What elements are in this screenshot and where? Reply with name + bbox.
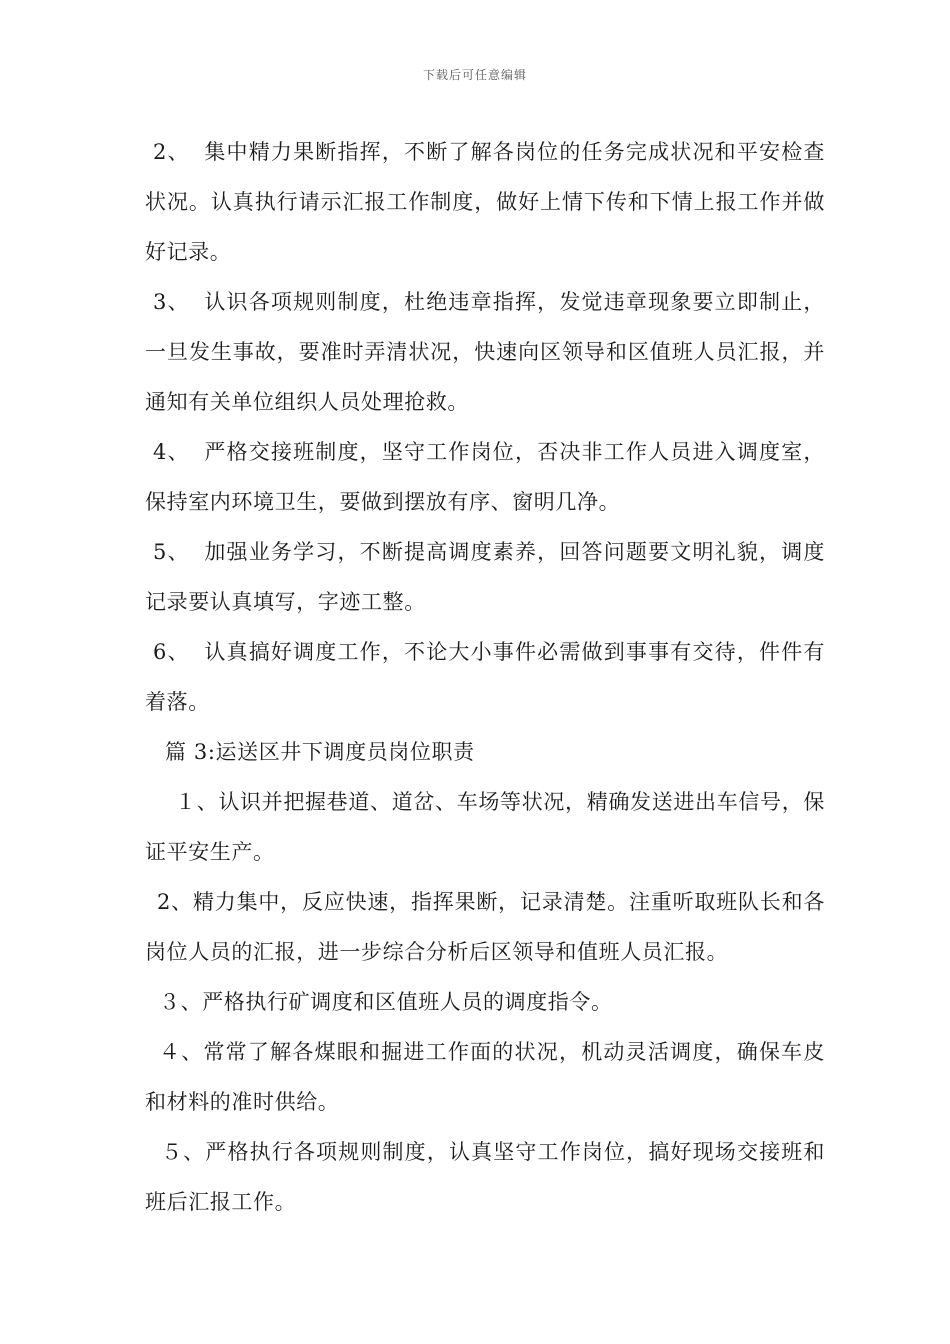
list-item: ５、严格执行各项规则制度，认真坚守工作岗位，搞好现场交接班和班后汇报工作。 [145, 1140, 825, 1214]
list-item: ３、严格执行矿调度和区值班人员的调度指令。 [159, 990, 613, 1014]
duty-text: 严格交接班制度，坚守工作岗位，否决非工作人员进入调度室，保持室内环境卫生，要做到摆放有序、窗明几净。 [145, 440, 825, 514]
page-header-note: 下载后可任意编辑 [422, 68, 527, 82]
duty-number: 6、 [153, 640, 190, 664]
duty-number: 2、 [153, 140, 190, 164]
duty-text: 认真搞好调度工作，不论大小事件必需做到事事有交待，件件有着落。 [145, 640, 825, 714]
duty-number: 3、 [153, 290, 190, 314]
document-body [145, 127, 825, 1227]
duty-paragraph-6 [145, 627, 825, 727]
duty-paragraph-4 [145, 427, 825, 527]
duty-text: 加强业务学习，不断提高调度素养，回答问题要文明礼貌，调度记录要认真填写，字迹工整。 [145, 540, 825, 614]
duty-number: 5、 [153, 540, 190, 564]
duty-number: 4、 [153, 440, 190, 464]
section-title: 篇 3:运送区井下调度员岗位职责 [165, 740, 475, 764]
duty-paragraph-2 [145, 127, 825, 277]
duty-text: 认识各项规则制度，杜绝违章指挥，发觉违章现象要立即制止，一旦发生事故，要准时弄清状况，快速向区领导和区值班人员汇报，并通知有关单位组织人员处理抢救。 [145, 290, 825, 414]
duty-paragraph-3 [145, 277, 825, 427]
list-item: 2、精力集中，反应快速，指挥果断，记录清楚。注重听取班队长和各岗位人员的汇报，进一步综合分析后区领导和值班人员汇报。 [145, 890, 825, 964]
list-item: １、认识并把握巷道、道岔、车场等状况，精确发送进出车信号，保证平安生产。 [145, 790, 825, 864]
duty-paragraph-5 [145, 527, 825, 627]
duty-text: 集中精力果断指挥，不断了解各岗位的任务完成状况和平安检查状况。认真执行请示汇报工作制度，做好上情下传和下情上报工作并做好记录。 [145, 140, 825, 264]
list-item: ４、常常了解各煤眼和掘进工作面的状况，机动灵活调度，确保车皮和材料的准时供给。 [145, 1040, 825, 1114]
